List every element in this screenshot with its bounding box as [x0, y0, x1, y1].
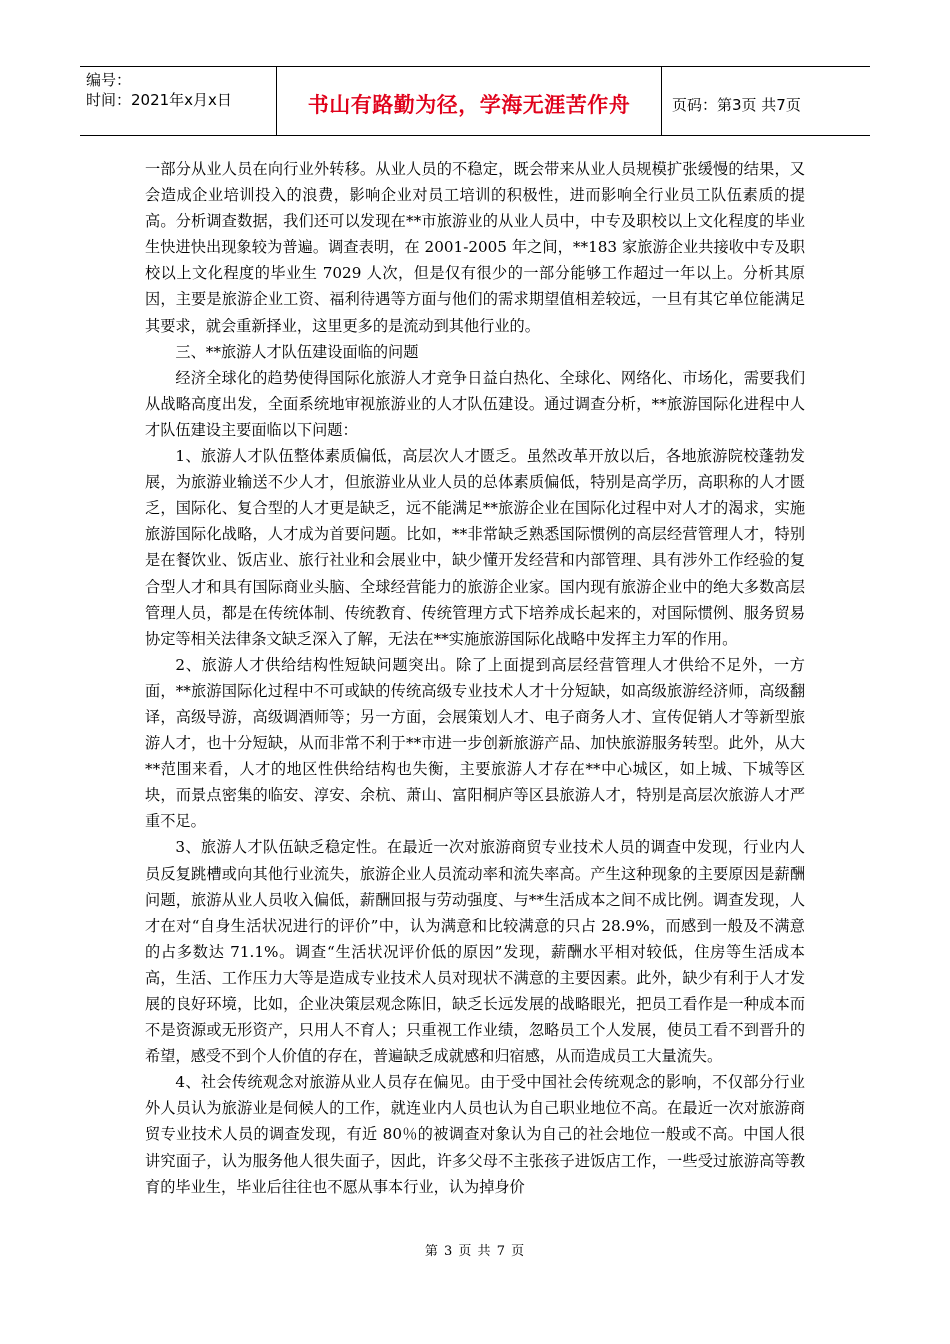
document-body	[145, 156, 805, 1200]
header-motto: 书山有路勤为径，学海无涯苦作舟	[277, 67, 662, 135]
paragraph: 2、旅游人才供给结构性短缺问题突出。除了上面提到高层经营管理人才供给不足外，一方面，**旅游国际化过程中不可或缺的传统高级专业技术人才十分短缺，如高级旅游经济师，高级翻译，高级导游，高级调酒师等；另一方面，会展策划人才、电子商务人才、宣传促销人才等新型旅游人才，也十分短缺，从而非常不利于**市进一步创新旅游产品、加快旅游服务转型。此外，从大**范围来看，人才的地区性供给结构也失衡，主要旅游人才存在**中心城区，如上城、下城等区块，而景点密集的临安、淳安、余杭、萧山、富阳桐庐等区县旅游人才，特别是高层次旅游人才严重不足。	[145, 655, 805, 831]
header-page-info: 页码：第3页 共7页	[672, 95, 801, 114]
paragraph: 经济全球化的趋势使得国际化旅游人才竞争日益白热化、全球化、网络化、市场化，需要我们从战略高度出发，全面系统地审视旅游业的人才队伍建设。通过调查分析，**旅游国际化进程中人才队伍建设主要面临以下问题：	[145, 368, 805, 439]
paragraph: 1、旅游人才队伍整体素质偏低，高层次人才匮乏。虽然改革开放以后，各地旅游院校蓬勃发展，为旅游业输送不少人才，但旅游业从业人员的总体素质偏低，特别是高学历，高职称的人才匮乏，国际化、复合型的人才更是缺乏，远不能满足**旅游企业在国际化过程中对人才的渴求，实施旅游国际化战略，人才成为首要问题。比如，**非常缺乏熟悉国际惯例的高层经营管理人才，特别是在餐饮业、饭店业、旅行社业和会展业中，缺少懂开发经营和内部管理、具有涉外工作经验的复合型人才和具有国际商业头脑、全球经营能力的旅游企业家。国内现有旅游企业中的绝大多数高层管理人员，都是在传统体制、传统教育、传统管理方式下培养成长起来的，对国际惯例、服务贸易协定等相关法律条文缺乏深入了解，无法在**实施旅游国际化战略中发挥主力军的作用。	[145, 447, 805, 648]
page-header	[80, 66, 870, 136]
page-footer: 第 3 页 共 7 页	[424, 1244, 526, 1259]
section-heading: 三、**旅游人才队伍建设面临的问题	[175, 342, 419, 361]
header-meta	[80, 67, 277, 135]
paragraph: 一部分从业人员在向行业外转移。从业人员的不稳定，既会带来从业人员规模扩张缓慢的结果，又会造成企业培训投入的浪费，影响企业对员工培训的积极性，进而影响全行业员工队伍素质的提高。分析调查数据，我们还可以发现在**市旅游业的从业人员中，中专及职校以上文化程度的毕业生快进快出现象较为普遍。调查表明，在 2001-2005 年之间，**183 家旅游企业共接收中专及职校以上文化程度的毕业生 7029 人次，但是仅有很少的一部分能够工作超过一年以上。分析其原因，主要是旅游企业工资、福利待遇等方面与他们的需求期望值相差较远，一旦有其它单位能满足其要求，就会重新择业，这里更多的是流动到其他行业的。	[145, 160, 805, 335]
paragraph: 3、旅游人才队伍缺乏稳定性。在最近一次对旅游商贸专业技术人员的调查中发现，行业内人员反复跳槽或向其他行业流失，旅游企业人员流动率和流失率高。产生这种现象的主要原因是薪酬问题，旅游从业人员收入偏低，薪酬回报与劳动强度、与**生活成本之间不成比例。调查发现，人才在对“自身生活状况进行的评价”中，认为满意和比较满意的只占 28.9%，而感到一般及不满意的占多数达 71.1%。调查“生活状况评价低的原因”发现，薪酬水平相对较低，住房等生活成本高，生活、工作压力大等是造成专业技术人员对现状不满意的主要因素。此外，缺少有利于人才发展的良好环境，比如，企业决策层观念陈旧，缺乏长远发展的战略眼光，把员工看作是一种成本而不是资源或无形资产，只用人不育人；只重视工作业绩，忽略员工个人发展，使员工看不到晋升的希望，感受不到个人价值的存在，普遍缺乏成就感和归宿感，从而造成员工大量流失。	[145, 838, 805, 1066]
document-date-label: 时间：2021年x月x日	[86, 91, 232, 109]
paragraph: 4、社会传统观念对旅游从业人员存在偏见。由于受中国社会传统观念的影响，不仅部分行业外人员认为旅游业是伺候人的工作，就连业内人员也认为自己职业地位不高。在最近一次对旅游商贸专业技术人员的调查发现，有近 80％的被调查对象认为自己的社会地位一般或不高。中国人很讲究面子，认为服务他人很失面子，因此，许多父母不主张孩子进饭店工作，一些受过旅游高等教育的毕业生，毕业后往往也不愿从事本行业，认为掉身价	[145, 1073, 805, 1196]
document-number-label: 编号：	[86, 71, 132, 89]
